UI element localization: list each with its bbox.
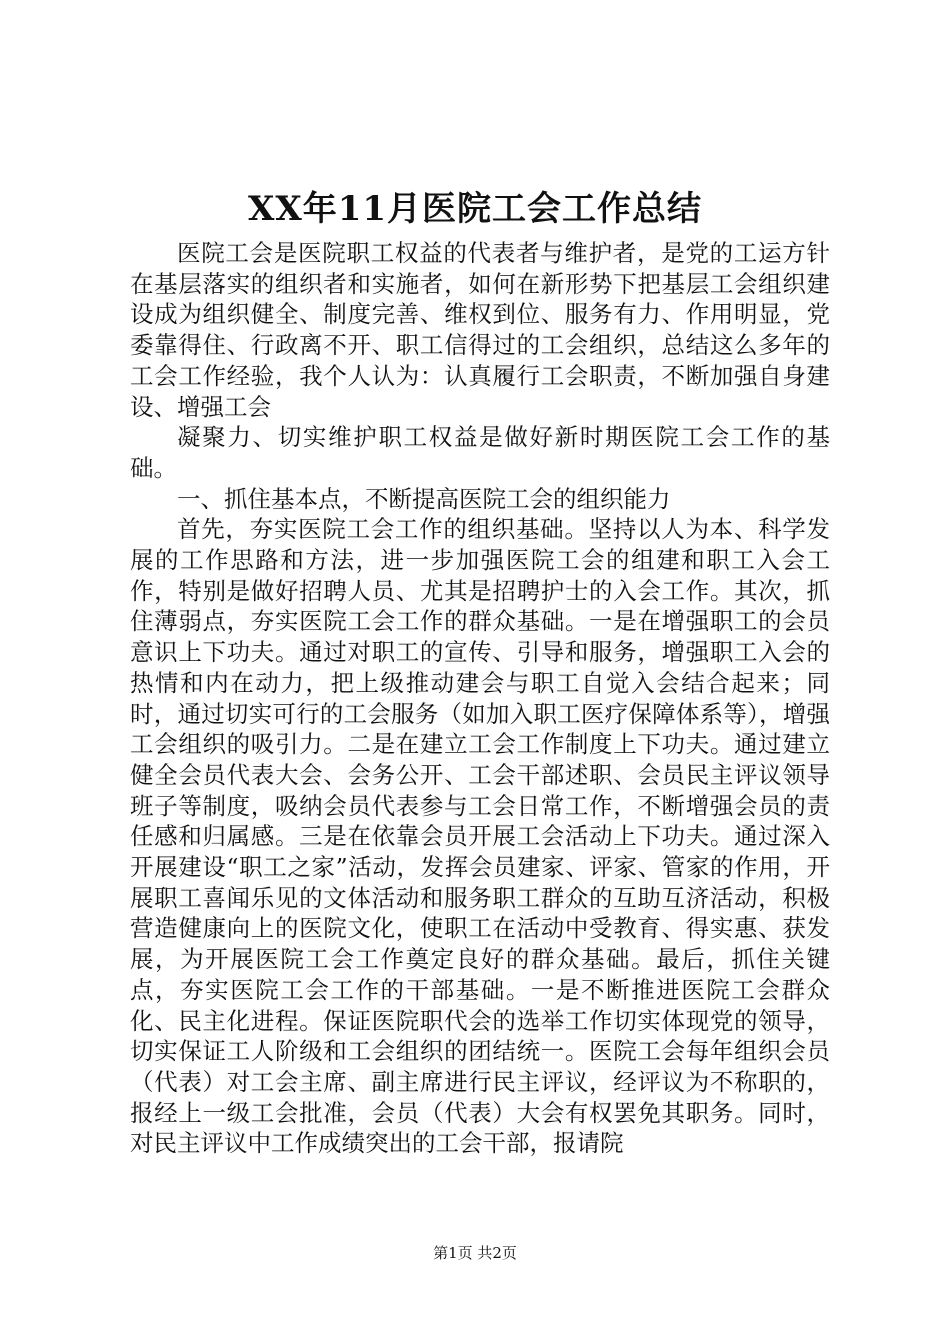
paragraph-section-body: 首先，夯实医院工会工作的组织基础。坚持以人为本、科学发展的工作思路和方法，进一步加强医院工会的组建和职工入会工作，特别是做好招聘人员、尤其是招聘护士的入会工作。其次，抓住薄弱点，夯实医院工会工作的群众基础。一是在增强职工的会员意识上下功夫。通过对职工的宣传、引导和服务，增强职工入会的热情和内在动力，把上级推动建会与职工自觉入会结合起来；同时，通过切实可行的工会服务（如加入职工医疗保障体系等），增强工会组织的吸引力。二是在建立工会工作制度上下功夫。通过建立健全会员代表大会、会务公开、工会干部述职、会员民主评议领导班子等制度，吸纳会员代表参与工会日常工作，不断增强会员的责任感和归属感。三是在依靠会员开展工会活动上下功夫。通过深入开展建设“职工之家”活动，发挥会员建家、评家、管家的作用，开展职工喜闻乐见的文体活动和服务职工群众的互助互济活动，积极营造健康向上的医院文化，使职工在活动中受教育、得实惠、获发展，为开展医院工会工作奠定良好的群众基础。最后，抓住关键点，夯实医院工会工作的干部基础。一是不断推进医院工会群众化、民主化进程。保证医院职代会的选举工作切实体现党的领导，切实保证工人阶级和工会组织的团结统一。医院工会每年组织会员（代表）对工会主席、副主席进行民主评议，经评议为不称职的，报经上一级工会批准，会员（代表）大会有权罢免其职务。同时，对民主评议中工作成绩突出的工会干部，报请院 [130, 515, 830, 1158]
document-title: XX年11月医院工会工作总结 [247, 189, 703, 229]
section-heading: 一、抓住基本点，不断提高医院工会的组织能力 [177, 484, 671, 513]
page-footer: 第1页 共2页 [433, 1244, 517, 1262]
paragraph-intro: 医院工会是医院职工权益的代表者与维护者，是党的工运方针在基层落实的组织者和实施者，如何在新形势下把基层工会组织建设成为组织健全、制度完善、维权到位、服务有力、作用明显，党委靠得住、行政离不开、职工信得过的工会组织，总结这么多年的工会工作经验，我个人认为：认真履行工会职责，不断加强自身建设、增强工会 [130, 239, 830, 421]
paragraph-intro-continued: 凝聚力、切实维护职工权益是做好新时期医院工会工作的基础。 [130, 423, 830, 482]
document-body [130, 238, 830, 1159]
